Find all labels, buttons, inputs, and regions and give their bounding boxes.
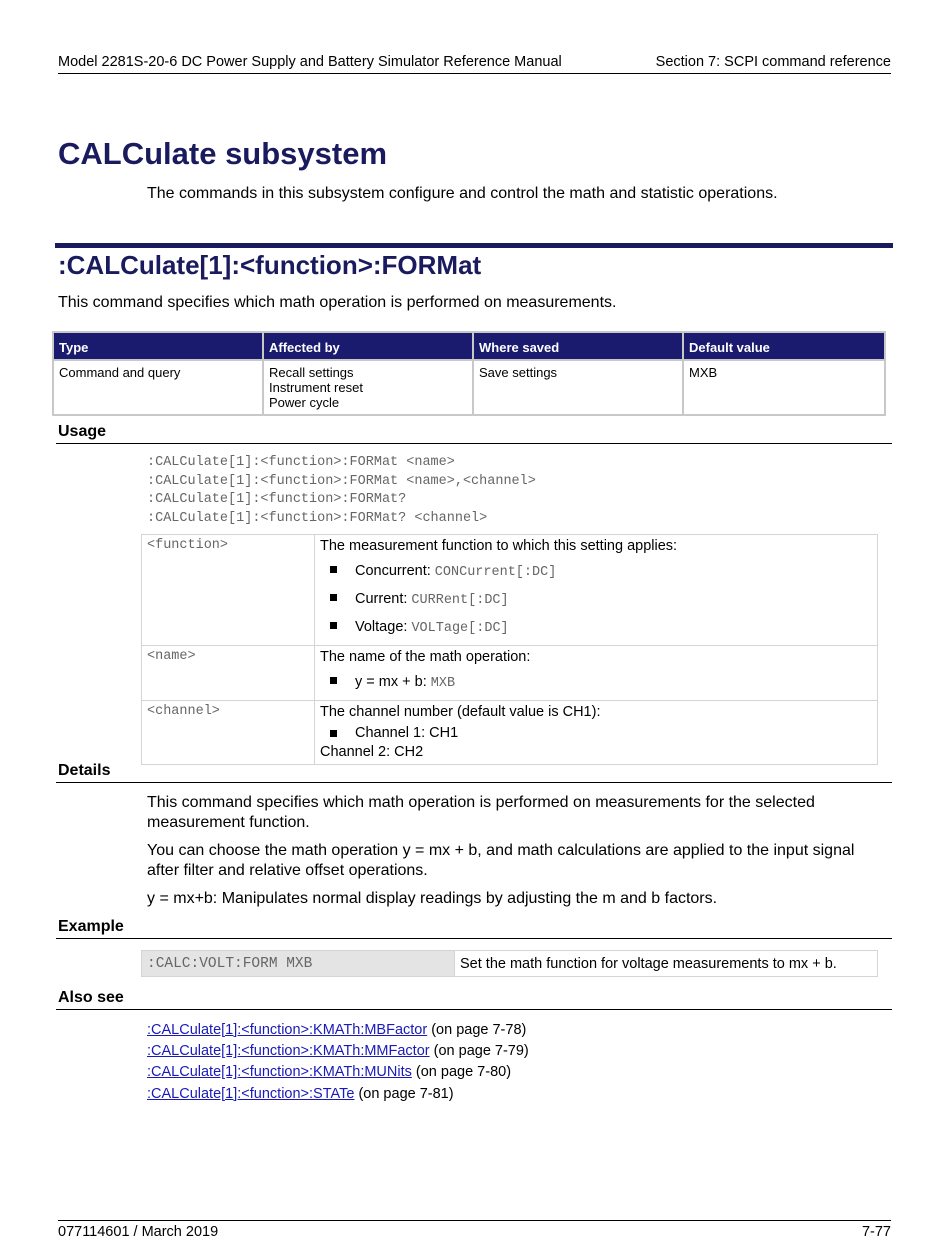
col-type: Type xyxy=(53,332,263,360)
param-description xyxy=(315,535,878,646)
example-description: Set the math function for voltage measurements to mx + b. xyxy=(455,951,878,977)
param-options xyxy=(320,558,872,642)
header-manual-title: Model 2281S-20-6 DC Power Supply and Battery Simulator Reference Manual xyxy=(58,54,562,70)
also-see-link-mmfactor[interactable]: :CALCulate[1]:<function>:KMATh:MMFactor xyxy=(147,1043,430,1060)
usage-line: :CALCulate[1]:<function>:FORMat? <channel> xyxy=(147,511,488,527)
table-row xyxy=(53,360,885,415)
page-number: 7-77 xyxy=(861,1224,891,1240)
example-heading: Example xyxy=(58,918,124,935)
example-rule xyxy=(56,938,892,939)
command-description: This command specifies which math operation is performed on measurements. xyxy=(58,294,617,311)
param-description xyxy=(315,646,878,701)
type-cell: Command and query xyxy=(53,360,263,415)
header-section-title: Section 7: SCPI command reference xyxy=(655,54,891,70)
command-divider xyxy=(55,243,893,248)
where-saved-cell: Save settings xyxy=(473,360,683,415)
default-value-cell: MXB xyxy=(683,360,885,415)
also-see-link-mbfactor[interactable]: :CALCulate[1]:<function>:KMATh:MBFactor xyxy=(147,1022,428,1038)
list-item: :CALCulate[1]:<function>:KMATh:MMFactor (on page 7-79) xyxy=(147,1043,529,1060)
details-paragraph: This command specifies which math operation is performed on measurements for the selected measurement function. xyxy=(147,794,815,831)
list-item: Current: CURRent[:DC] xyxy=(320,586,872,614)
subsystem-intro: The commands in this subsystem configure and control the math and statistic operations. xyxy=(147,185,778,202)
param-name: <channel> xyxy=(142,701,315,765)
table-row xyxy=(142,535,878,646)
also-see-heading: Also see xyxy=(58,989,124,1006)
affected-by-cell xyxy=(263,360,473,415)
col-default-value: Default value xyxy=(683,332,885,360)
list-item: Voltage: VOLTage[:DC] xyxy=(320,614,872,642)
command-attributes-table xyxy=(52,331,886,416)
list-item: :CALCulate[1]:<function>:KMATh:MBFactor (on page 7-78) xyxy=(147,1022,527,1038)
usage-line: :CALCulate[1]:<function>:FORMat? xyxy=(147,492,407,508)
table-row xyxy=(142,951,878,977)
table-row xyxy=(142,701,878,765)
example-table xyxy=(141,950,878,977)
also-see-link-state[interactable]: :CALCulate[1]:<function>:STATe xyxy=(147,1085,355,1102)
usage-syntax xyxy=(147,454,536,529)
param-description xyxy=(315,701,878,765)
param-name: <function> xyxy=(142,535,315,646)
list-item: Channel 1: CH1 xyxy=(320,722,872,744)
details-rule xyxy=(56,782,892,783)
param-desc-text: The measurement function to which this setting applies: xyxy=(320,538,678,554)
list-item: y = mx + b: MXB xyxy=(320,669,872,697)
usage-rule xyxy=(56,443,892,444)
details-heading: Details xyxy=(58,762,111,779)
usage-line: :CALCulate[1]:<function>:FORMat <name> xyxy=(147,455,455,470)
table-row xyxy=(142,646,878,701)
example-code: :CALC:VOLT:FORM MXB xyxy=(142,951,455,977)
col-where-saved: Where saved xyxy=(473,332,683,360)
param-desc-text: The channel number (default value is CH1): xyxy=(320,704,601,720)
param-name: <name> xyxy=(142,646,315,701)
usage-line: :CALCulate[1]:<function>:FORMat <name>,<channel> xyxy=(147,473,536,489)
footer-rule xyxy=(58,1220,891,1221)
also-see-list xyxy=(147,1020,529,1105)
details-body xyxy=(147,793,887,918)
table-header-row xyxy=(53,332,885,360)
list-item: Concurrent: CONCurrent[:DC] xyxy=(320,558,872,586)
param-options xyxy=(320,722,872,744)
command-title: :CALCulate[1]:<function>:FORMat xyxy=(58,250,482,280)
list-item: :CALCulate[1]:<function>:STATe (on page 7-81) xyxy=(147,1085,454,1102)
list-item: :CALCulate[1]:<function>:KMATh:MUNits (on page 7-80) xyxy=(147,1064,512,1081)
affected-by-item: Recall settings xyxy=(269,365,354,380)
param-extra-text: Channel 2: CH2 xyxy=(320,744,424,760)
col-affected-by: Affected by xyxy=(263,332,473,360)
affected-by-item: Power cycle xyxy=(269,395,340,410)
also-see-rule xyxy=(56,1009,892,1010)
usage-heading: Usage xyxy=(58,423,107,440)
details-paragraph: y = mx+b: Manipulates normal display readings by adjusting the m and b factors. xyxy=(147,890,718,907)
param-desc-text: The name of the math operation: xyxy=(320,649,531,665)
header-rule xyxy=(58,73,891,74)
details-paragraph: You can choose the math operation y = mx + b, and math calculations are applied to the input signal after filter and relative offset operations. xyxy=(147,842,855,879)
footer-doc-number: 077114601 / March 2019 xyxy=(58,1224,219,1240)
parameters-table xyxy=(141,534,878,765)
page-title: CALCulate subsystem xyxy=(58,136,388,171)
param-options xyxy=(320,669,872,697)
affected-by-item: Instrument reset xyxy=(269,380,363,395)
also-see-link-munits[interactable]: :CALCulate[1]:<function>:KMATh:MUNits xyxy=(147,1064,412,1081)
